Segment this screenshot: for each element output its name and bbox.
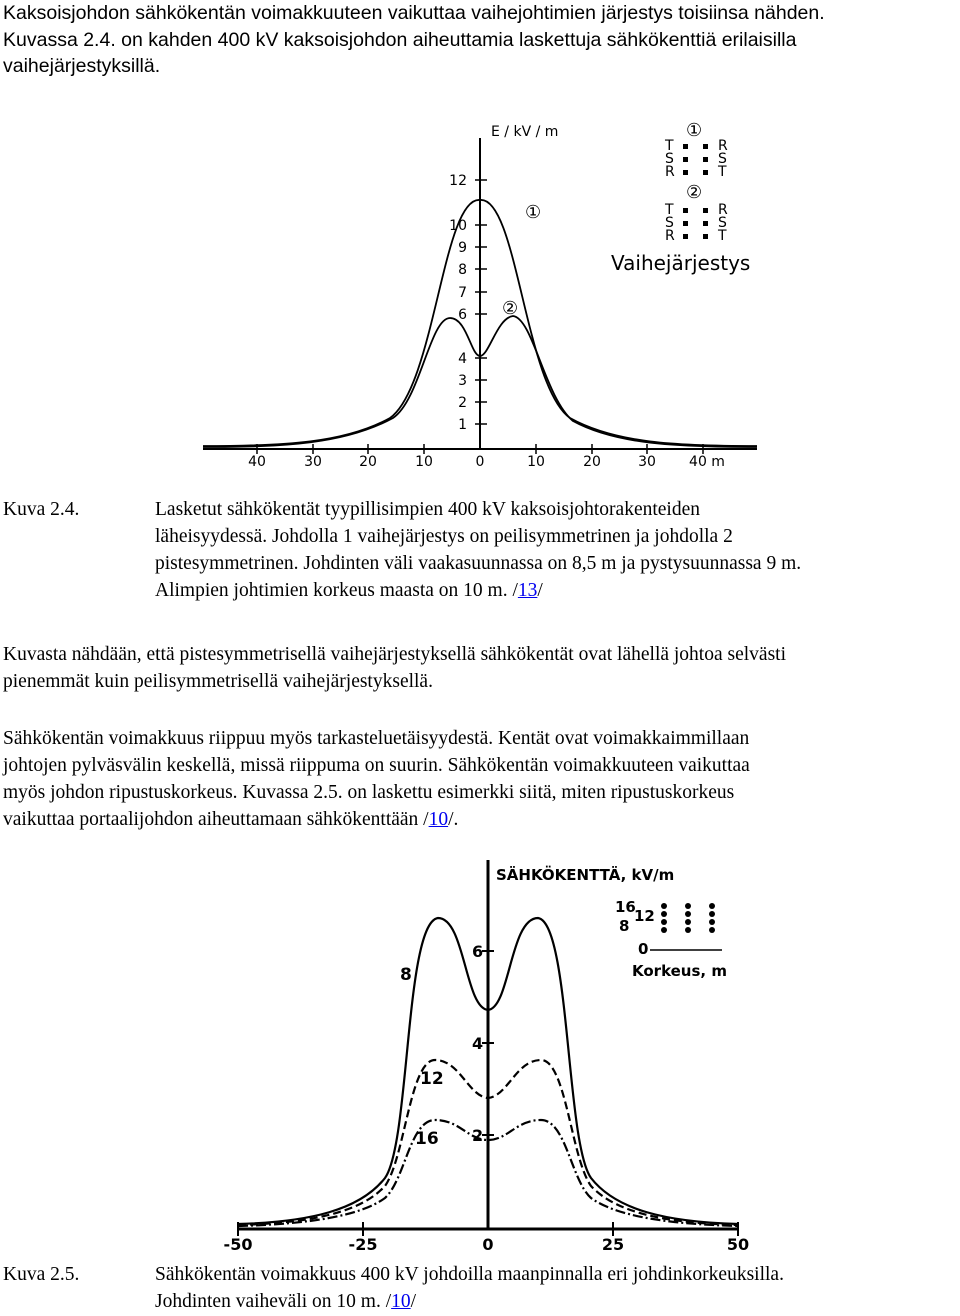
fig1-legend-phase: T — [665, 202, 674, 218]
fig1-legend-marker-1: ① — [686, 120, 703, 141]
caption-text — [155, 496, 955, 604]
caption-line: läheisyydessä. Johdolla 1 vaihejärjestys on peilisymmetrinen ja johdolla 2 — [155, 526, 733, 547]
caption-line — [155, 577, 955, 604]
caption-text-segment: Alimpien johtimien korkeus maasta on 10 m. / — [155, 580, 518, 601]
fig1-y-tick: 1 — [458, 417, 467, 433]
fig1-legend-phase: S — [718, 215, 727, 231]
paragraph-line: pienemmät kuin peilisymmetrisellä vaihejärjestyksellä. — [3, 671, 433, 692]
caption-line: Sähkökentän voimakkuus 400 kV johdoilla maanpinnalla eri johdinkorkeuksilla. — [155, 1264, 784, 1285]
fig1-legend-phase: S — [718, 151, 727, 167]
paragraph-line: myös johdon ripustuskorkeus. Kuvassa 2.5. on laskettu esimerkki siitä, miten ripustuskorkeus — [3, 782, 735, 803]
fig1-legend-marker-2: ② — [686, 182, 703, 203]
fig1-legend-title: Vaihejärjestys — [611, 251, 751, 275]
caption-text-segment: / — [410, 1291, 417, 1312]
fig2-x-tick: -50 — [223, 1235, 253, 1254]
fig1-x-tick: 30 — [638, 454, 656, 470]
fig2-y-axis-title: SÄHKÖKENTTÄ, kV/m — [496, 866, 675, 884]
fig2-y-tick: 6 — [472, 942, 484, 961]
fig2-legend — [615, 898, 727, 980]
intro-paragraph — [3, 0, 953, 80]
fig1-legend-phase: T — [665, 138, 674, 154]
caption-line: Lasketut sähkökentät tyypillisimpien 400 kV kaksoisjohtorakenteiden — [155, 499, 701, 520]
fig2-x-tick: 50 — [726, 1235, 750, 1254]
reference-link-10[interactable]: 10 — [391, 1291, 411, 1312]
figure-2-5 — [210, 858, 770, 1260]
fig2-x-tick: 25 — [601, 1235, 625, 1254]
fig1-legend-phase: T — [718, 164, 727, 180]
intro-line: Kaksoisjohdon sähkökentän voimakkuuteen vaikuttaa vaihejohtimien järjestys toisiinsa nähden. — [3, 2, 825, 24]
fig1-y-tick: 2 — [458, 395, 467, 411]
fig1-x-tick: 20 — [359, 454, 377, 470]
fig1-legend — [611, 120, 750, 275]
fig1-x-tick: 10 — [527, 454, 545, 470]
paragraph-2 — [3, 725, 958, 833]
fig2-legend-ground: 0 — [638, 940, 649, 958]
fig2-legend-height: 8 — [619, 917, 630, 935]
fig1-y-tick: 8 — [458, 262, 467, 278]
fig1-curve-label-2: ② — [502, 298, 519, 319]
fig2-curve-label-8: 8 — [400, 965, 412, 985]
fig1-y-tick: 7 — [458, 285, 467, 301]
intro-line: vaihejärjestyksillä. — [3, 55, 161, 77]
fig1-legend-phase: R — [718, 202, 728, 218]
fig1-legend-phase: R — [665, 228, 675, 244]
figure-2-4 — [195, 118, 775, 478]
caption-line: pistesymmetrinen. Johdinten väli vaakasuunnassa on 8,5 m ja pystysuunnassa 9 m. — [155, 553, 802, 574]
fig1-x-tick: 0 — [475, 454, 485, 470]
fig1-y-tick: 12 — [449, 173, 467, 189]
fig1-legend-phase: T — [718, 228, 727, 244]
reference-link-13[interactable]: 13 — [517, 580, 538, 601]
fig1-x-tick: 20 — [583, 454, 601, 470]
fig1-y-tick: 6 — [458, 307, 467, 323]
paragraph-line: johtojen pylväsvälin keskellä, missä riippuma on suurin. Sähkökentän voimakkuuteen vaikuttaa — [3, 755, 750, 776]
fig1-x-tick: 40 — [248, 454, 266, 470]
caption-label: Kuva 2.4. — [3, 499, 80, 520]
caption-line — [155, 1288, 955, 1315]
figure-2-5-caption — [3, 1261, 958, 1315]
fig1-y-tick: 4 — [458, 351, 467, 367]
reference-link-10[interactable]: 10 — [428, 809, 449, 830]
fig1-y-tick: 10 — [449, 218, 467, 234]
fig1-x-tick: 30 — [304, 454, 322, 470]
paragraph-line: Kuvasta nähdään, että pistesymmetrisellä vaihejärjestyksellä sähkökentät ovat lähellä johtoa selvästi — [3, 644, 786, 665]
paragraph-1 — [3, 641, 958, 695]
fig1-y-axis-title: E / kV / m — [491, 124, 559, 140]
fig2-curve-label-12: 12 — [420, 1069, 444, 1089]
fig1-y-tick: 9 — [458, 240, 467, 256]
intro-line: Kuvassa 2.4. on kahden 400 kV kaksoisjohdon aiheuttamia laskettuja sähkökenttiä erilaisilla — [3, 28, 797, 51]
fig2-legend-title: Korkeus, m — [632, 962, 727, 980]
fig1-y-tick: 3 — [458, 373, 467, 389]
caption-text — [155, 1261, 955, 1315]
fig1-legend-phase: S — [665, 151, 674, 167]
paragraph-text-segment: vaikuttaa portaalijohdon aiheuttamaan sähkökenttään / — [3, 809, 429, 830]
fig1-x-tick: 40 m — [689, 454, 725, 470]
caption-label: Kuva 2.5. — [3, 1264, 80, 1285]
paragraph-line: Sähkökentän voimakkuus riippuu myös tarkasteluetäisyydestä. Kentät ovat voimakkaimmillaan — [3, 728, 750, 749]
fig2-curve-label-16: 16 — [415, 1129, 439, 1149]
fig1-x-tick: 10 — [415, 454, 433, 470]
fig2-x-tick: -25 — [348, 1235, 378, 1254]
paragraph-text-segment: /. — [448, 809, 459, 830]
fig1-legend-phase: S — [665, 215, 674, 231]
fig2-legend-height: 12 — [634, 907, 655, 925]
fig2-legend-height: 16 — [615, 898, 636, 916]
fig1-curve-label-1: ① — [525, 202, 542, 223]
figure-2-4-caption — [3, 496, 958, 608]
fig2-y-tick: 2 — [472, 1126, 484, 1145]
fig1-legend-phase: R — [718, 138, 728, 154]
fig1-legend-phase: R — [665, 164, 675, 180]
caption-text-segment: Johdinten vaiheväli on 10 m. / — [155, 1291, 392, 1312]
caption-text-segment: / — [537, 580, 543, 601]
fig2-x-tick: 0 — [482, 1235, 494, 1254]
paragraph-line — [3, 806, 958, 833]
fig2-y-tick: 4 — [472, 1034, 484, 1053]
